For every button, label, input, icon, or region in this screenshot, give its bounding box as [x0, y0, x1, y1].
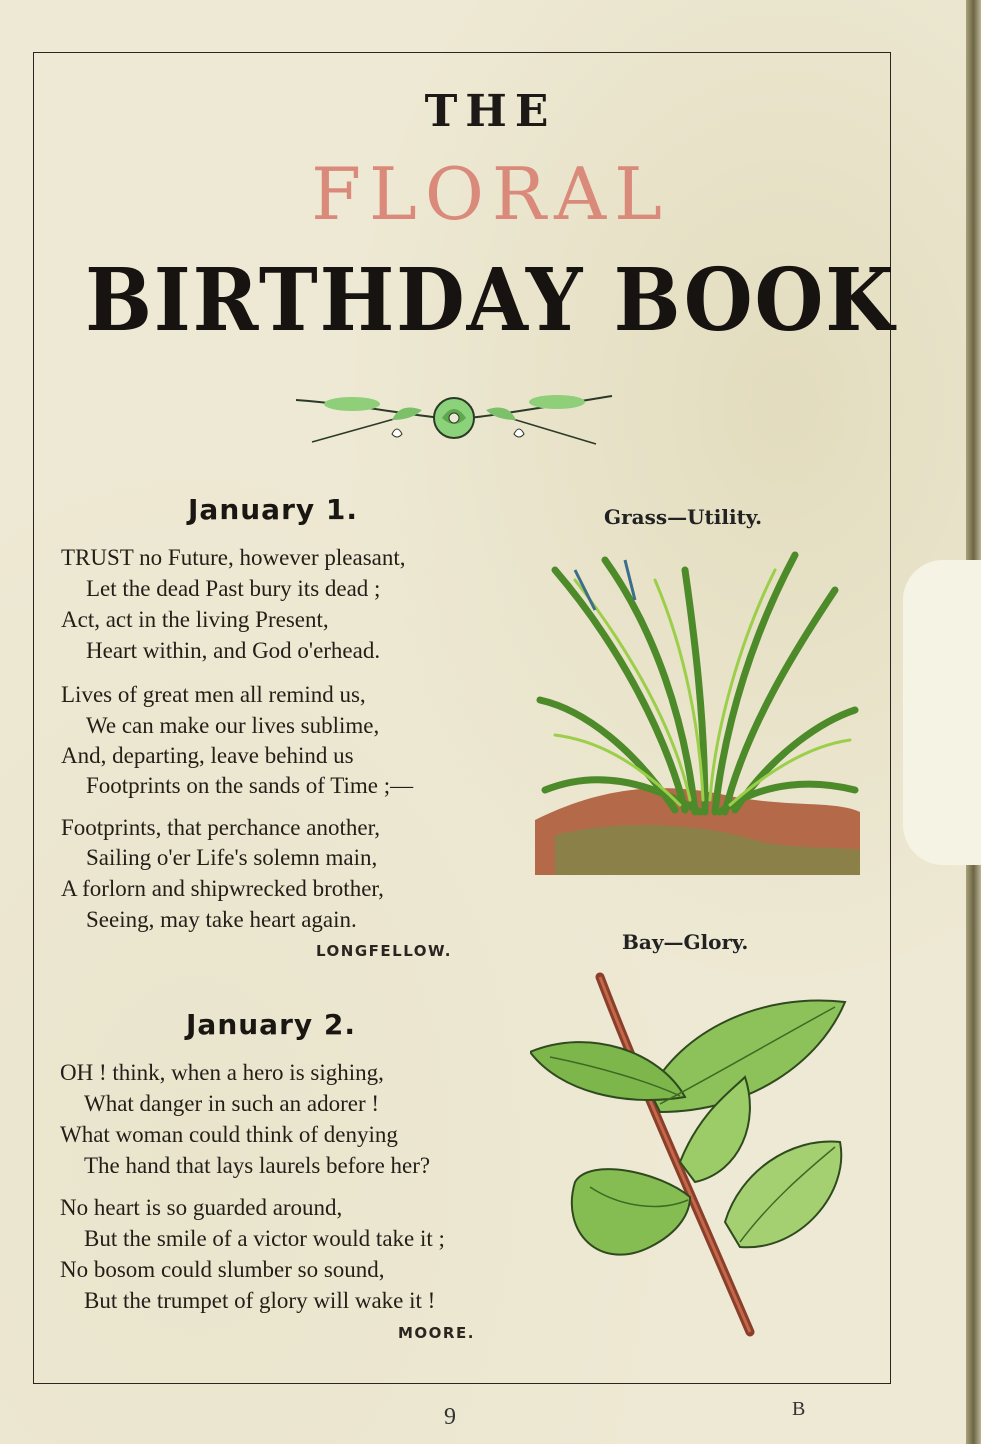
title-the: THE [424, 86, 557, 137]
verse-line: What danger in such an adorer ! [84, 1091, 380, 1116]
caption-bay: Bay—Glory. [622, 930, 749, 954]
verse-line: Seeing, may take heart again. [86, 907, 357, 932]
verse-line: The hand that lays laurels before her? [84, 1153, 431, 1178]
verse-line: Act, act in the living Present, [61, 607, 329, 632]
verse-line: And, departing, leave behind us [61, 743, 354, 768]
verse-line: Footprints, that perchance another, [61, 815, 381, 840]
verse-line: Footprints on the sands of Time ;— [86, 773, 414, 798]
author-moore: MOORE. [398, 1324, 475, 1342]
verse-line: Heart within, and God o'erhead. [86, 638, 381, 663]
entry-date-jan-2: January 2. [186, 1008, 357, 1041]
verse-line: No heart is so guarded around, [60, 1195, 343, 1220]
title-birthday-book: BIRTHDAY BOOK [85, 250, 896, 351]
verse-line: What woman could think of denying [60, 1122, 398, 1147]
caption-grass: Grass—Utility. [604, 505, 763, 529]
verse-line: Sailing o'er Life's solemn main, [86, 845, 378, 870]
verse-line: But the smile of a victor would take it ; [84, 1226, 445, 1251]
page-number: 9 [444, 1404, 456, 1430]
floral-ornament-icon [292, 384, 616, 456]
verse-line: No bosom could slumber so sound, [60, 1257, 385, 1282]
grass-illustration [535, 550, 860, 875]
verse-line: Lives of great men all remind us, [61, 682, 366, 707]
title-floral: FLORAL [311, 152, 670, 236]
bay-leaf-illustration [530, 972, 860, 1337]
verse-line: But the trumpet of glory will wake it ! [84, 1288, 436, 1313]
signature-mark: B [792, 1398, 806, 1420]
verse-line: We can make our lives sublime, [86, 713, 380, 738]
verse-line: A forlorn and shipwrecked brother, [61, 876, 384, 901]
verse-line: TRUST no Future, however pleasant, [61, 545, 406, 570]
verse-line: OH ! think, when a hero is sighing, [60, 1060, 384, 1085]
verse-line: Let the dead Past bury its dead ; [86, 576, 381, 601]
author-longfellow: LONGFELLOW. [316, 942, 452, 960]
page-tab [903, 560, 981, 865]
entry-date-jan-1: January 1. [188, 493, 359, 526]
